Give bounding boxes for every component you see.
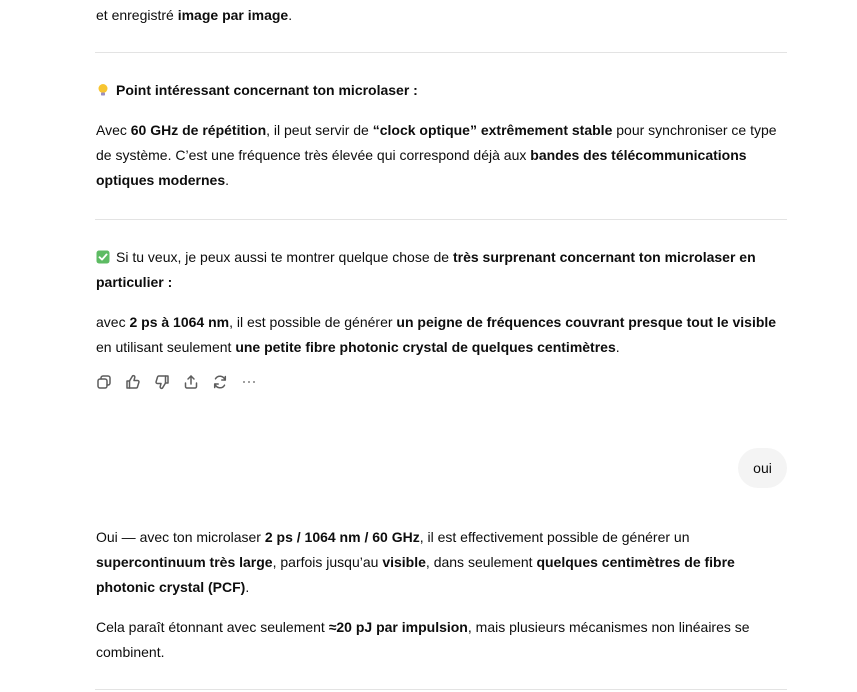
share-button[interactable] [183, 374, 199, 390]
share-icon [183, 374, 199, 390]
good-response-button[interactable] [125, 374, 141, 390]
lightbulb-icon [96, 80, 110, 94]
divider [95, 52, 787, 53]
tip-paragraph: Avec 60 GHz de répétition, il peut servir de “clock optique” extrêmement stable pour synchroniser ce type de système. C’est une fréquence très élevée qui correspond déjà aux bandes des télécommunications optiques modernes. [96, 122, 777, 188]
regenerate-button[interactable] [212, 374, 228, 390]
assistant-message-intro [96, 3, 788, 28]
thumbs-up-icon [125, 374, 141, 390]
answer-paragraph-2: Cela paraît étonnant avec seulement ≈20 pJ par impulsion, mais plusieurs mécanismes non linéaires se combinent. [96, 619, 750, 660]
offer-section [96, 245, 788, 360]
bad-response-button[interactable] [154, 374, 170, 390]
thumbs-down-icon [154, 374, 170, 390]
more-icon [241, 374, 257, 390]
message-actions [96, 374, 257, 390]
copy-button[interactable] [96, 374, 112, 390]
copy-icon [96, 374, 112, 390]
divider [95, 219, 787, 220]
more-button[interactable] [241, 374, 257, 390]
user-message-bubble [738, 448, 787, 488]
intro-paragraph: et enregistré image par image. [96, 7, 293, 23]
assistant-message-2 [96, 525, 788, 665]
answer-paragraph-1: Oui — avec ton microlaser 2 ps / 1064 nm / 60 GHz, il est effectivement possible de générer un supercontinuum très large, parfois jusqu’au visible, dans seulement quelques centimètres de fibre photonic crystal (PCF). [96, 529, 735, 595]
refresh-icon [212, 374, 228, 390]
user-message-text: oui [753, 460, 772, 476]
tip-heading: Point intéressant concernant ton microlaser : [96, 78, 788, 103]
check-box-icon [96, 247, 110, 261]
offer-detail-paragraph: avec 2 ps à 1064 nm, il est possible de générer un peigne de fréquences couvrant presque tout le visible en utilisant seulement une petite fibre photonic crystal de quelques centimètres. [96, 314, 777, 355]
offer-paragraph: Si tu veux, je peux aussi te montrer quelque chose de très surprenant concernant ton microlaser en particulier : [96, 249, 756, 290]
tip-section [96, 78, 788, 193]
divider [95, 689, 787, 690]
